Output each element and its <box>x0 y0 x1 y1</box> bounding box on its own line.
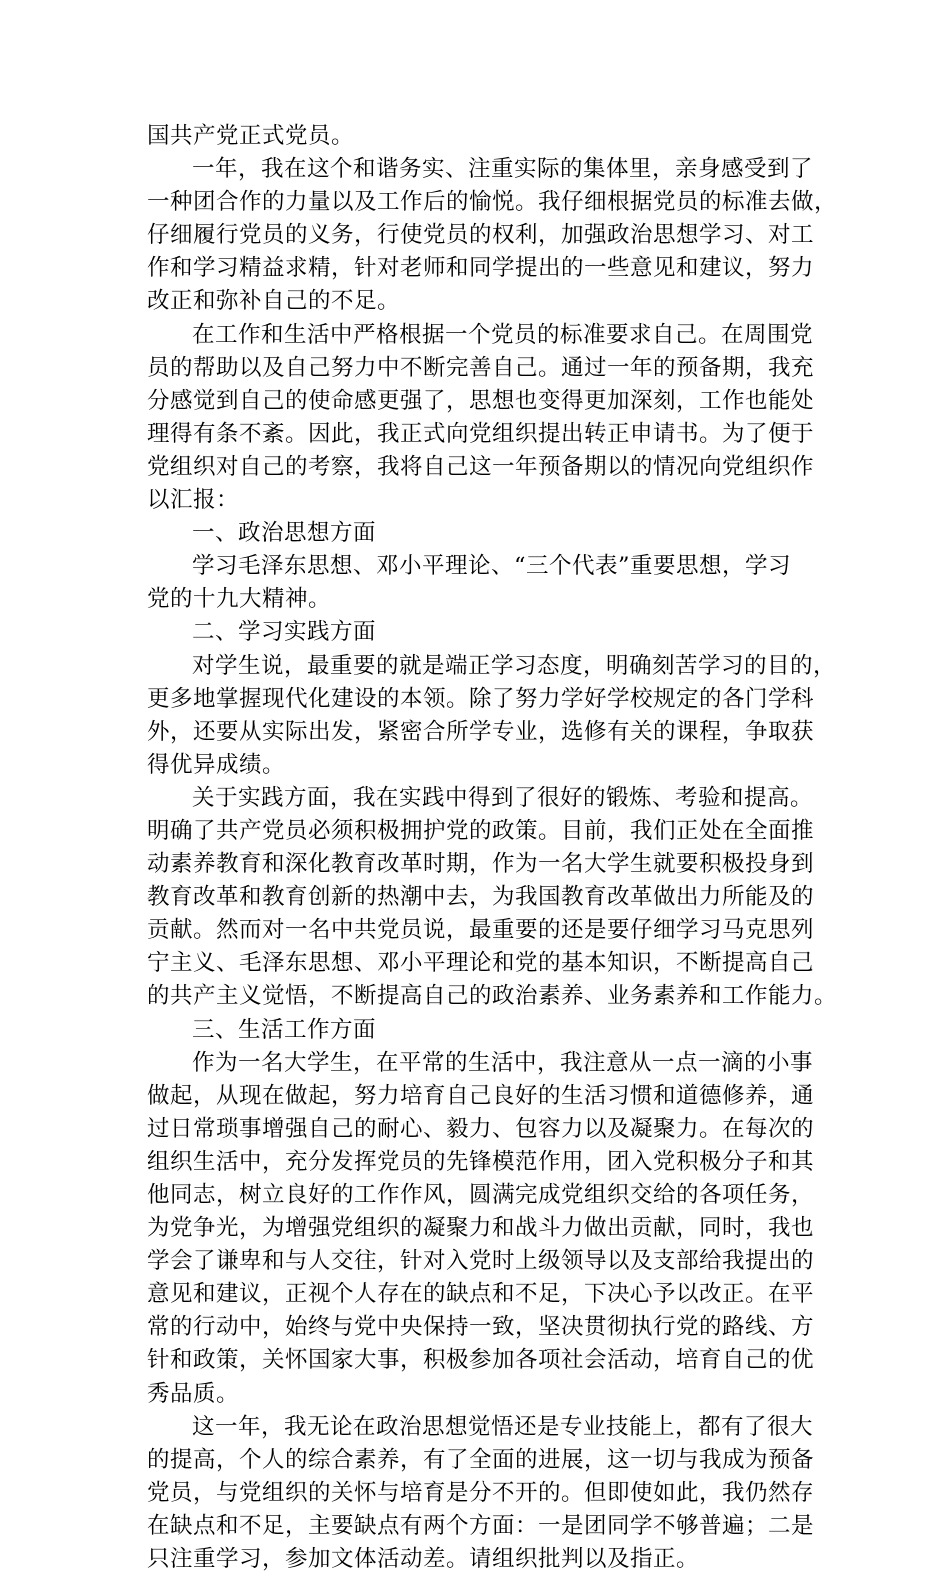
text-line: 二、学习实践方面 <box>192 619 377 646</box>
text-line: 贡献。然而对一名中共党员说，最重要的还是要仔细学习马克思列 <box>147 917 815 944</box>
text-line: 为党争光，为增强党组织的凝聚力和战斗力做出贡献，同时，我也 <box>147 1215 815 1242</box>
text-line: 在工作和生活中严格根据一个党员的标准要求自己。在周围党 <box>192 321 814 348</box>
text-line: 这一年，我无论在政治思想觉悟还是专业技能上，都有了很大 <box>192 1413 814 1440</box>
text-line: 作和学习精益求精，针对老师和同学提出的一些意见和建议，努力 <box>147 255 815 282</box>
text-line: 关于实践方面，我在实践中得到了很好的锻炼、考验和提高。 <box>192 784 814 811</box>
text-line: 明确了共产党员必须积极拥护党的政策。目前，我们正处在全面推 <box>147 817 815 844</box>
text-line: 作为一名大学生，在平常的生活中，我注意从一点一滴的小事 <box>192 1049 814 1076</box>
text-line: 学会了谦卑和与人交往，针对入党时上级领导以及支部给我提出的 <box>147 1248 815 1275</box>
text-line: 党的十九大精神。 <box>147 586 332 613</box>
text-line: 的提高，个人的综合素养，有了全面的进展，这一切与我成为预备 <box>147 1446 815 1473</box>
text-line: 以汇报： <box>147 487 240 514</box>
text-line: 分感觉到自己的使命感更强了，思想也变得更加深刻，工作也能处 <box>147 387 815 414</box>
text-line: 党员，与党组织的关怀与培育是分不开的。但即使如此，我仍然存 <box>147 1479 815 1506</box>
text-line: 他同志，树立良好的工作作风，圆满完成党组织交给的各项任务， <box>147 1182 815 1208</box>
text-line: 员的帮助以及自己努力中不断完善自己。通过一年的预备期，我充 <box>147 354 815 381</box>
text-line: 秀品质。 <box>147 1380 240 1407</box>
text-line: 教育改革和教育创新的热潮中去，为我国教育改革做出力所能及的 <box>147 884 815 911</box>
text-line: 只注重学习，参加文体活动差。请组织批判以及指正。 <box>147 1546 700 1573</box>
text-line: 常的行动中，始终与党中央保持一致，坚决贯彻执行党的路线、方 <box>147 1314 815 1341</box>
text-line: 组织生活中，充分发挥党员的先锋模范作用，团入党积极分子和其 <box>147 1148 815 1175</box>
document-body <box>147 120 838 1576</box>
text-line: 外，还要从实际出发，紧密合所学专业，选修有关的课程，争取获 <box>147 718 815 745</box>
text-line: 党组织对自己的考察，我将自己这一年预备期以的情况向党组织作 <box>147 453 815 480</box>
text-line: 做起，从现在做起，努力培育自己良好的生活习惯和道德修养，通 <box>147 1082 815 1109</box>
text-line: 在缺点和不足，主要缺点有两个方面：一是团同学不够普遍；二是 <box>147 1512 815 1539</box>
text-line: 理得有条不紊。因此，我正式向党组织提出转正申请书。为了便于 <box>147 420 815 447</box>
text-line: 得优异成绩。 <box>147 751 286 778</box>
text-line: 针和政策，关怀国家大事，积极参加各项社会活动，培育自己的优 <box>147 1347 815 1374</box>
text-line: 一、政治思想方面 <box>192 520 377 547</box>
text-line: 一种团合作的力量以及工作后的愉悦。我仔细根据党员的标准去做， <box>147 189 838 216</box>
text-line: 仔细履行党员的义务，行使党员的权利，加强政治思想学习、对工 <box>147 222 815 249</box>
text-line: 国共产党正式党员。 <box>147 123 355 149</box>
text-line: 一年，我在这个和谐务实、注重实际的集体里，亲身感受到了 <box>192 156 814 183</box>
text-line: 意见和建议，正视个人存在的缺点和不足，下决心予以改正。在平 <box>147 1281 815 1308</box>
text-line: 动素养教育和深化教育改革时期，作为一名大学生就要积极投身到 <box>147 851 815 878</box>
text-line: 学习毛泽东思想、邓小平理论、“三个代表”重要思想，学习 <box>192 553 792 580</box>
text-line: 三、生活工作方面 <box>192 1016 377 1043</box>
text-line: 改正和弥补自己的不足。 <box>147 288 401 315</box>
text-line: 对学生说，最重要的就是端正学习态度，明确刻苦学习的目的， <box>192 652 837 679</box>
text-line: 更多地掌握现代化建设的本领。除了努力学好学校规定的各门学科 <box>147 685 815 712</box>
text-line: 宁主义、毛泽东思想、邓小平理论和党的基本知识，不断提高自己 <box>147 950 815 977</box>
text-line: 过日常琐事增强自己的耐心、毅力、包容力以及凝聚力。在每次的 <box>147 1115 815 1142</box>
text-line: 的共产主义觉悟，不断提高自己的政治素养、业务素养和工作能力。 <box>147 983 838 1010</box>
